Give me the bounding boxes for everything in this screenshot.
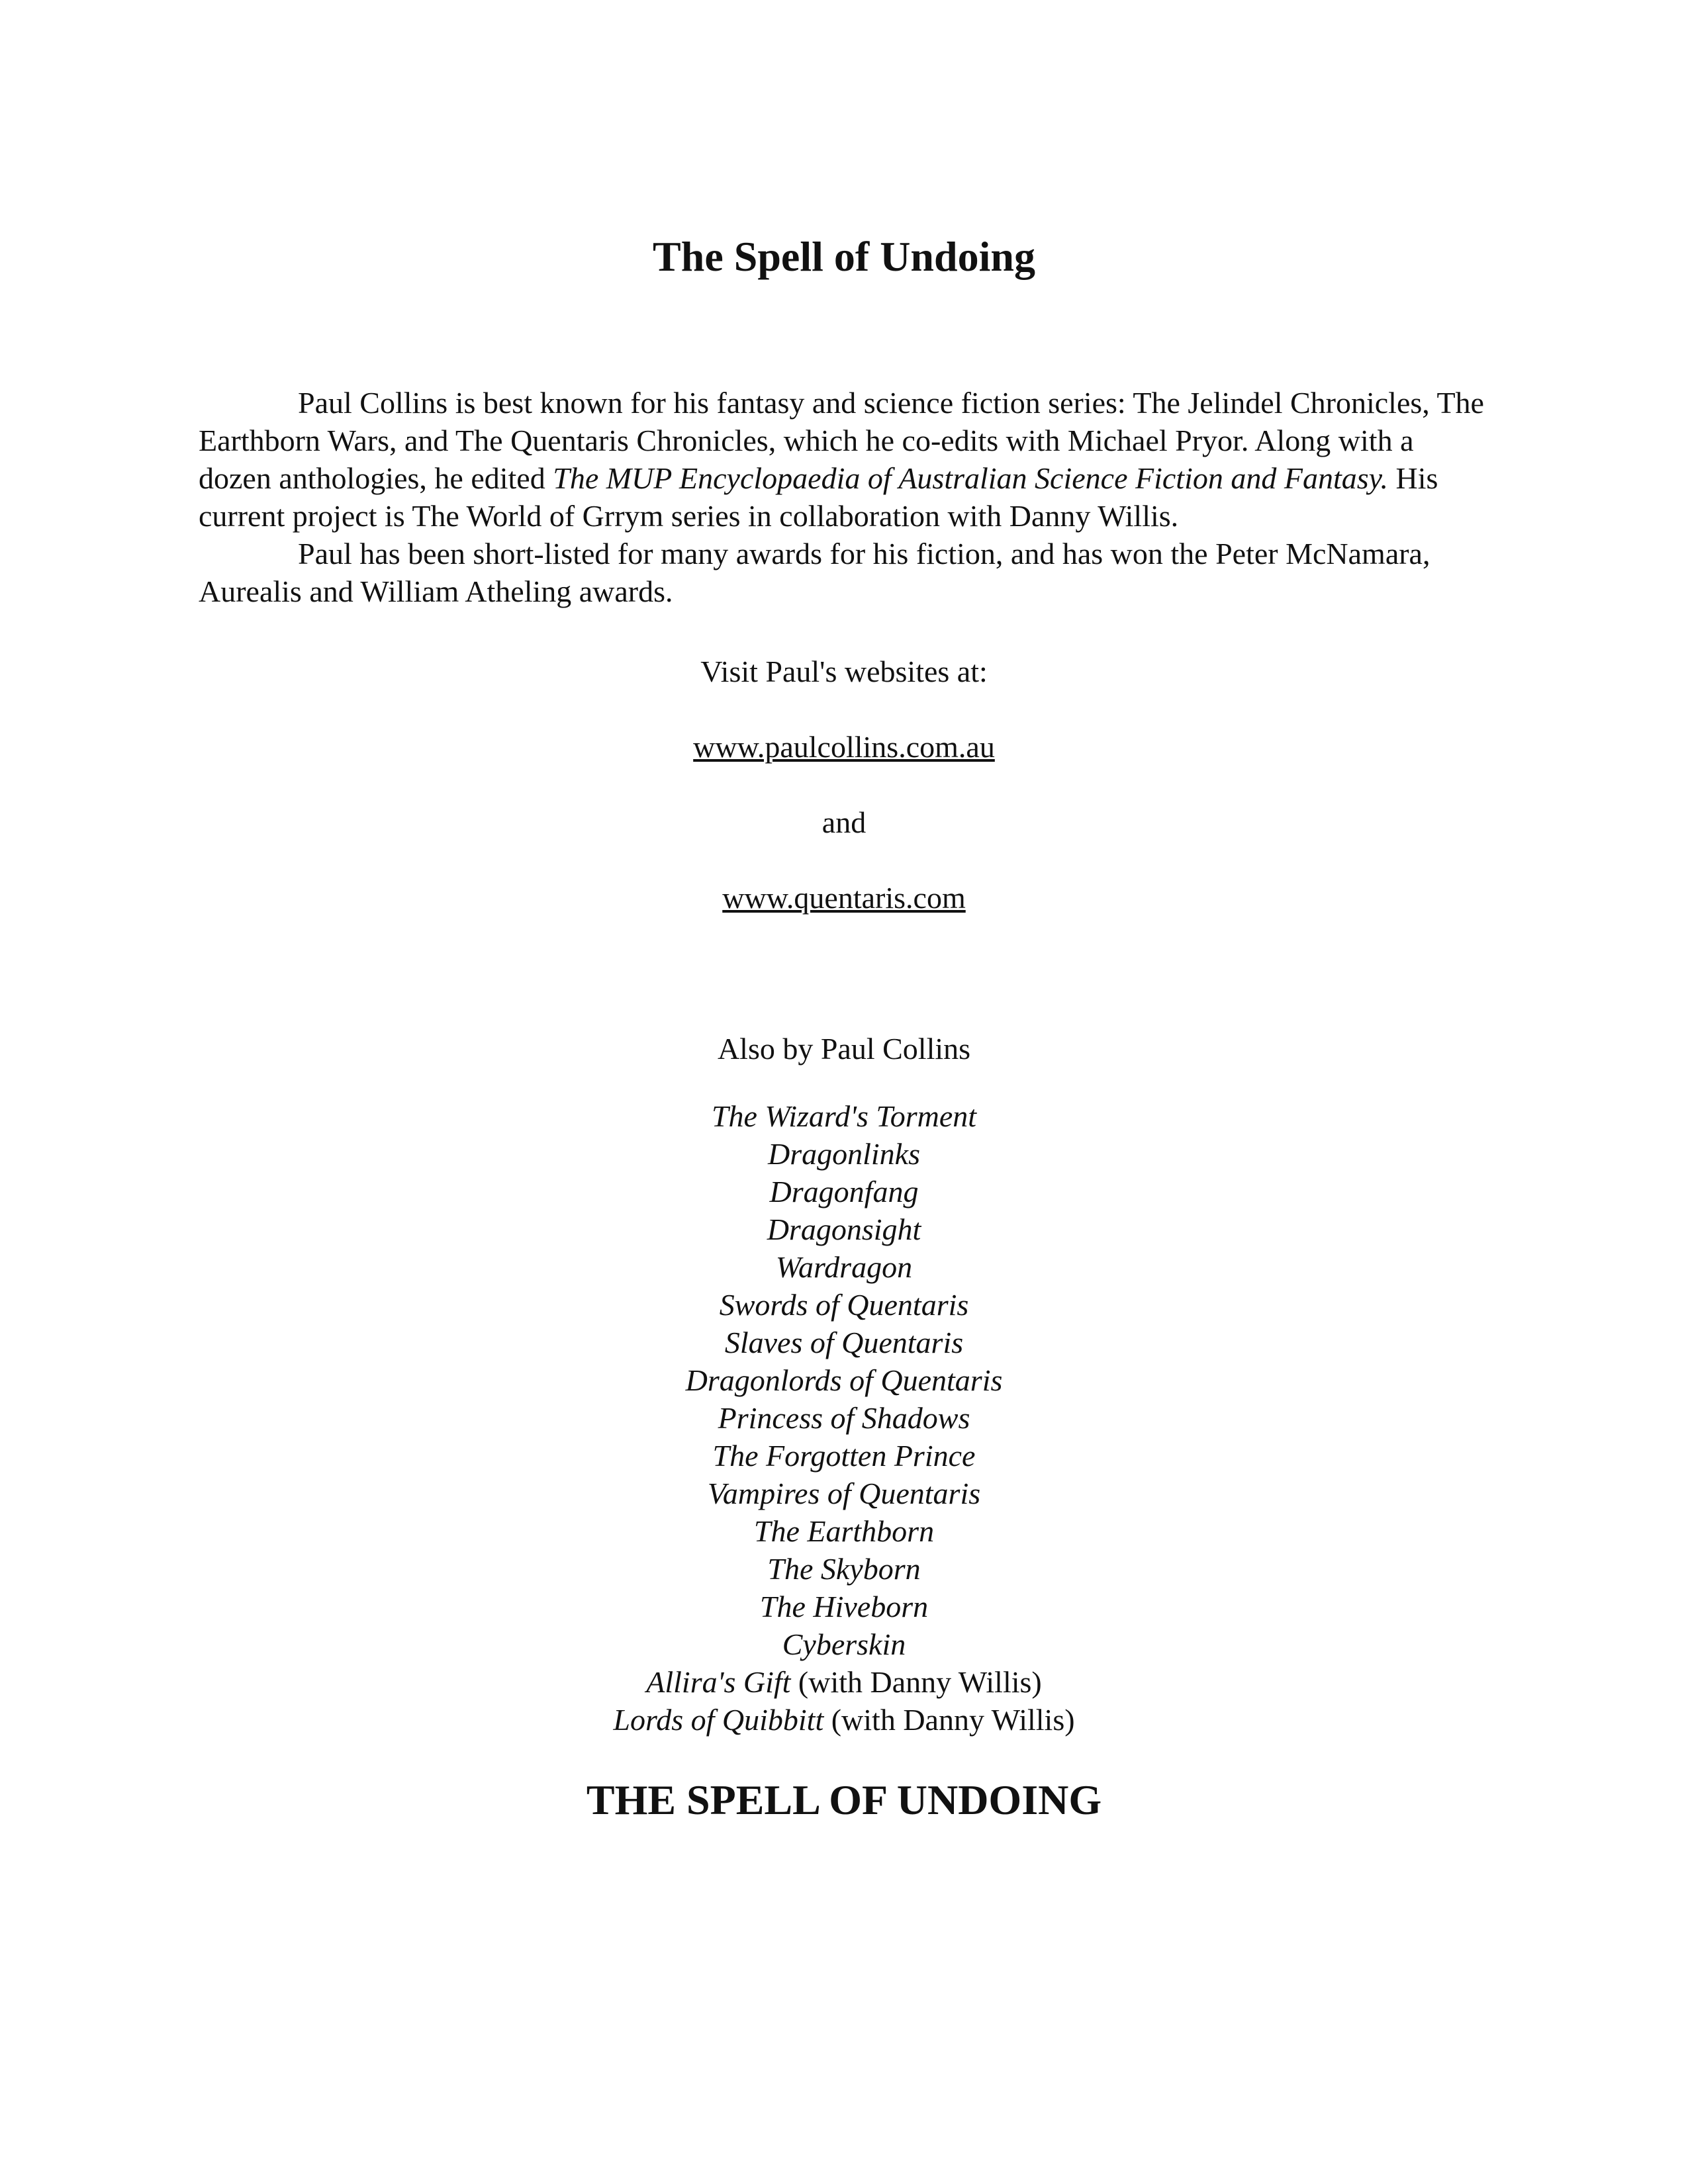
book-list-item	[0, 1399, 1688, 1437]
bio-paragraph-1	[199, 384, 1489, 535]
bio-paragraph-2: Paul has been short-listed for many awards for his fiction, and has won the Peter McNamara, Aurealis and William Atheling awards.	[199, 537, 1430, 608]
book-title: Dragonlinks	[768, 1137, 920, 1171]
book-title: Vampires of Quentaris	[707, 1477, 981, 1510]
book-title-large: THE SPELL OF UNDOING	[586, 1776, 1102, 1823]
book-title: Cyberskin	[782, 1627, 906, 1661]
website-link-1[interactable]	[0, 728, 1688, 766]
website-link-2[interactable]	[0, 879, 1688, 917]
book-list-item	[0, 1324, 1688, 1361]
book-list-item	[0, 1135, 1688, 1173]
book-title: Dragonlords of Quentaris	[685, 1363, 1003, 1397]
book-list-item	[0, 1361, 1688, 1399]
book-list	[0, 1097, 1688, 1739]
book-coauthor-note: (with Danny Willis)	[790, 1665, 1042, 1699]
book-title: Swords of Quentaris	[719, 1288, 969, 1322]
book-list-item	[0, 1173, 1688, 1210]
book-list-item	[0, 1437, 1688, 1475]
website-link-1-text[interactable]: www.paulcollins.com.au	[693, 730, 995, 764]
book-list-item	[0, 1097, 1688, 1135]
book-coauthor-note: (with Danny Willis)	[823, 1703, 1075, 1737]
book-title: Dragonsight	[767, 1212, 921, 1246]
book-title: Dragonfang	[769, 1175, 919, 1208]
book-title: The Wizard's Torment	[711, 1099, 977, 1133]
book-list-item	[0, 1663, 1688, 1701]
page-title: The Spell of Undoing	[653, 233, 1035, 280]
book-title: Slaves of Quentaris	[724, 1326, 964, 1359]
also-by-heading: Also by Paul Collins	[717, 1032, 971, 1066]
book-list-item	[0, 1550, 1688, 1588]
book-title: Allira's Gift	[646, 1665, 791, 1699]
book-list-item	[0, 1512, 1688, 1550]
book-title: The Skyborn	[767, 1552, 921, 1586]
book-list-item	[0, 1701, 1688, 1739]
bio-text-1b: His current project is The World of Grrym series in collaboration with Danny Willis.	[199, 461, 1438, 533]
book-title: The Forgotten Prince	[712, 1439, 976, 1473]
book-title: Princess of Shadows	[718, 1401, 970, 1435]
book-list-item	[0, 1248, 1688, 1286]
websites-intro: Visit Paul's websites at:	[700, 655, 988, 688]
bio-text-1a: Paul Collins is best known for his fantasy and science fiction series: The Jelindel Chronicles, The Earthborn Wars, and The Quentaris Chronicles, which he co-edits with Michael Pryor. Along with a dozen anthologies, he edited	[199, 386, 1484, 495]
author-bio	[199, 384, 1489, 610]
book-list-item	[0, 1210, 1688, 1248]
book-list-item	[0, 1475, 1688, 1512]
encyclopaedia-title: The MUP Encyclopaedia of Australian Science Fiction and Fantasy.	[553, 461, 1389, 495]
book-title: The Hiveborn	[759, 1590, 929, 1623]
websites-and: and	[821, 805, 867, 839]
book-title: Lords of Quibbitt	[613, 1703, 824, 1737]
book-title: Wardragon	[775, 1250, 913, 1284]
book-list-item	[0, 1286, 1688, 1324]
book-list-item	[0, 1625, 1688, 1663]
website-link-2-text[interactable]: www.quentaris.com	[722, 881, 966, 915]
book-title: The Earthborn	[753, 1514, 935, 1548]
book-list-item	[0, 1588, 1688, 1625]
